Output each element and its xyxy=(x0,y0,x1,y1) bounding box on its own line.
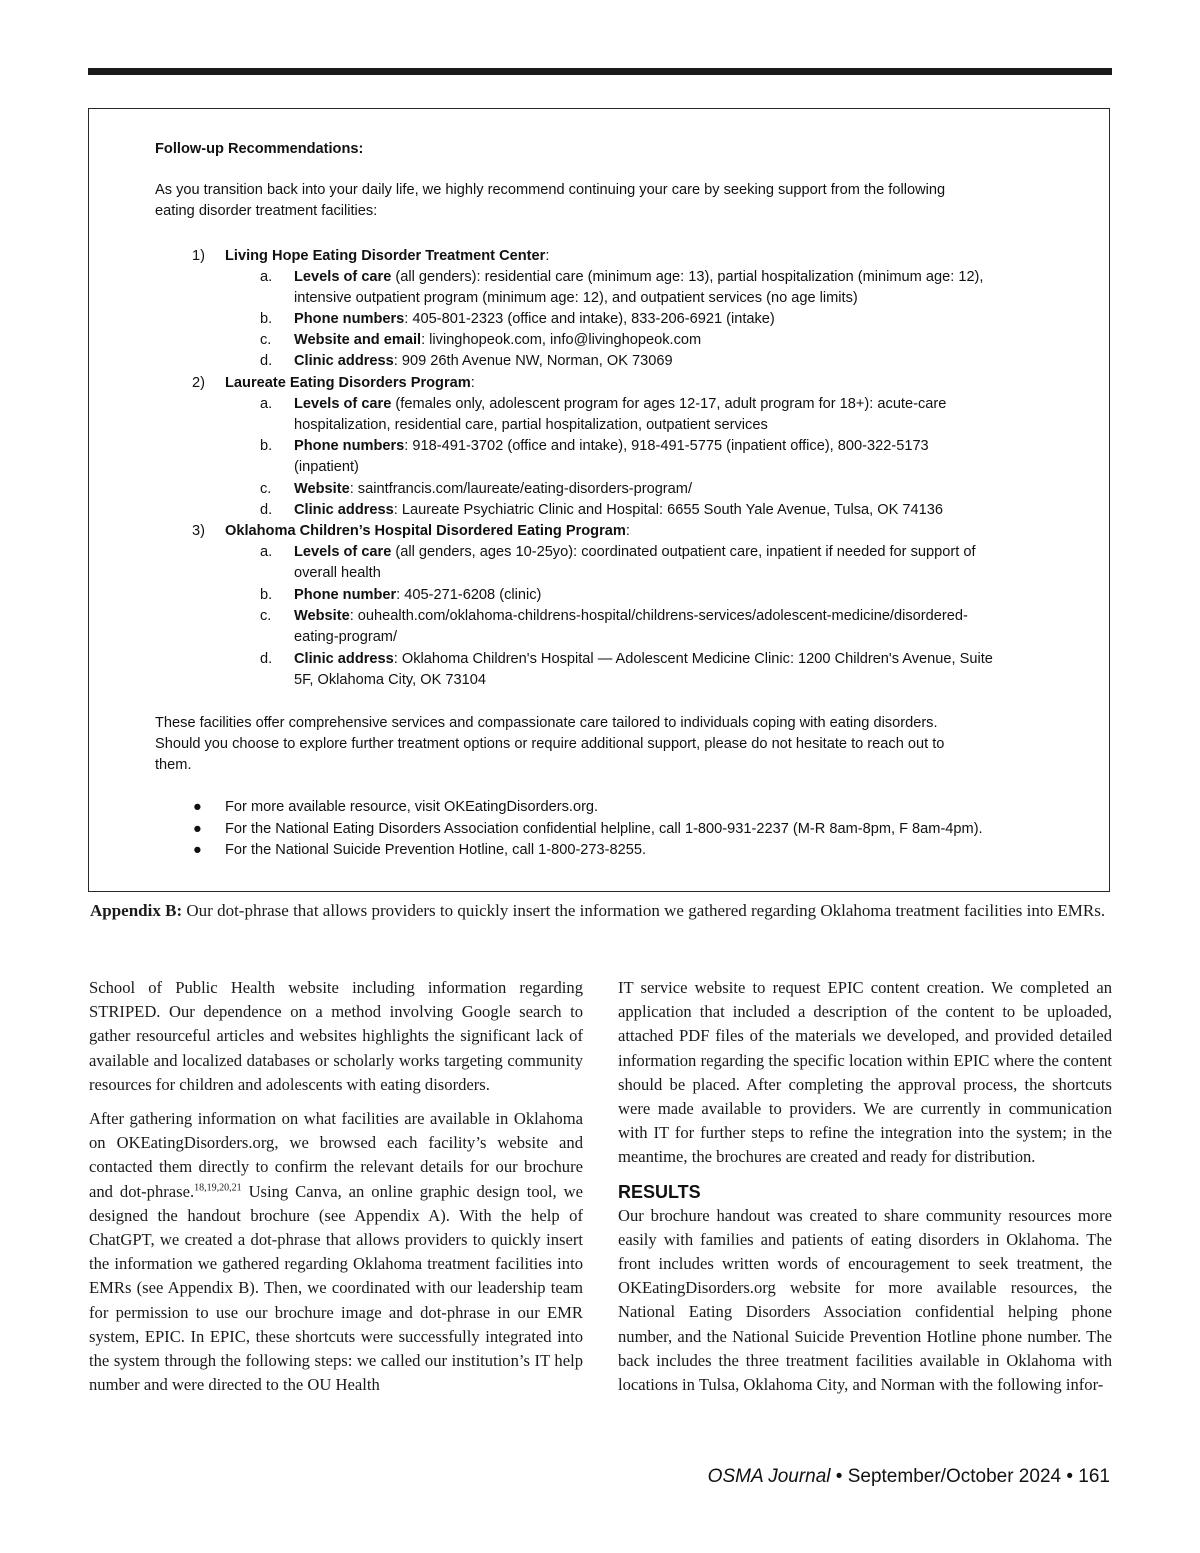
item-line xyxy=(294,479,692,500)
bullet-item: For the National Eating Disorders Association confidential helpline, call 1-800-931-2237 (M-R 8am-8pm, F 8am-4pm). xyxy=(225,821,983,837)
item-label: Phone numbers xyxy=(294,438,405,454)
facility-name: Laureate Eating Disorders Program xyxy=(225,375,471,391)
left-column xyxy=(89,976,583,1407)
item-text: : Oklahoma Children's Hospital — Adolescent Medicine Clinic: 1200 Children's Avenue, Suite xyxy=(393,651,993,667)
bullet-item: For the National Suicide Prevention Hotline, call 1-800-273-8255. xyxy=(225,842,647,858)
item-text: : 405-801-2323 (office and intake), 833-206-6921 (intake) xyxy=(404,311,775,327)
bullet-dot: ● xyxy=(193,842,202,858)
item-line xyxy=(294,606,968,627)
item-line-cont: 5F, Oklahoma City, OK 73104 xyxy=(294,672,486,688)
item-label: Phone numbers xyxy=(294,311,405,327)
item-line xyxy=(294,309,775,330)
item-line-cont: eating-program/ xyxy=(294,629,398,645)
paragraph xyxy=(89,1107,583,1397)
item-line xyxy=(294,500,943,521)
item-letter: c. xyxy=(260,481,272,497)
facility-name-line: Laureate Eating Disorders Program: xyxy=(225,375,475,391)
item-line xyxy=(294,330,701,351)
item-text: : ouhealth.com/oklahoma-childrens-hospital/childrens-services/adolescent-medicine/disordered- xyxy=(349,608,968,624)
item-label: Website xyxy=(294,608,350,624)
paragraph: Our brochure handout was created to share community resources more easily with families and patients of eating disorders in Oklahoma. The front includes written words of encouragement to seek treatment, the OKEatingDisorders.org website for more available resources, the National Eating Disorders Association confidential helping phone number, and the National Suicide Prevention Hotline phone number. The back includes the three treatment facilities available in Oklahoma with locations in Tulsa, Oklahoma City, and Norman with the following infor- xyxy=(618,1205,1112,1395)
item-letter: c. xyxy=(260,332,272,348)
item-line xyxy=(294,436,929,457)
paragraph: School of Public Health website including information regarding STRIPED. Our dependence on a method involving Google search to gather resourceful articles and websites highlights the significant lack of available and localized databases or scholarly works targeting community resources for children and adolescents with eating disorders. xyxy=(89,978,583,1094)
item-letter: a. xyxy=(260,544,273,560)
paragraph-text: Using Canva, an online graphic design tool, we designed the handout brochure (see Appendix A). With the help of ChatGPT, we created a dot-phrase that allows providers to quickly insert the information we gathered regarding Oklahoma treatment facilities into EMRs (see Appendix B). Then, we coordinated with our leadership team for permission to use our brochure image and dot-phrase in our EMR system, EPIC. In EPIC, these shortcuts were successfully integrated into the system through the following steps: we called our institution’s IT help number and were directed to the OU Health xyxy=(89,1181,583,1395)
item-line xyxy=(294,394,946,415)
follow-up-heading: Follow-up Recommendations: xyxy=(155,141,364,157)
top-rule xyxy=(88,68,1112,75)
facility-number: 1) xyxy=(192,248,205,264)
item-label: Clinic address xyxy=(294,353,394,369)
item-line-cont: intensive outpatient program (minimum age: 12), and outpatient services (no age limits) xyxy=(294,290,858,306)
item-line xyxy=(294,351,673,372)
item-letter: b. xyxy=(260,311,273,327)
item-text: : saintfrancis.com/laureate/eating-disorders-program/ xyxy=(349,481,692,497)
issue-date: • September/October 2024 • xyxy=(830,1466,1079,1487)
page-footer xyxy=(708,1466,1110,1488)
facility-name-line: Oklahoma Children’s Hospital Disordered Eating Program: xyxy=(225,523,630,539)
paragraph-text: After gathering information on what facilities are available in Oklahoma on OKEatingDisorders.org, we browsed each facility’s website and contacted them directly to confirm the relevant details for our brochure and dot-phrase. xyxy=(89,1109,583,1201)
bullet-dot: ● xyxy=(193,799,202,815)
item-letter: d. xyxy=(260,353,273,369)
item-line-cont: (inpatient) xyxy=(294,459,359,475)
item-text: : 405-271-6208 (clinic) xyxy=(396,587,542,603)
item-label: Clinic address xyxy=(294,651,394,667)
bullet-item: For more available resource, visit OKEatingDisorders.org. xyxy=(225,799,599,815)
item-label: Levels of care xyxy=(294,544,392,560)
intro-line-2: eating disorder treatment facilities: xyxy=(155,203,378,219)
item-letter: a. xyxy=(260,396,273,412)
journal-name: OSMA Journal xyxy=(707,1466,831,1487)
item-letter: d. xyxy=(260,651,273,667)
item-line xyxy=(294,267,983,288)
item-text: : 918-491-3702 (office and intake), 918-491-5775 (inpatient office), 800-322-5173 xyxy=(404,438,929,454)
item-label: Website and email xyxy=(294,332,422,348)
item-line-cont: overall health xyxy=(294,565,381,581)
facility-name: Oklahoma Children’s Hospital Disordered Eating Program xyxy=(225,523,626,539)
page-number: 161 xyxy=(1078,1466,1110,1487)
paragraph: IT service website to request EPIC content creation. We completed an application that included a description of the content to be uploaded, attached PDF files of the materials we developed, and provided detailed information regarding the specific location within EPIC where the content should be placed. After completing the approval process, the shortcuts were made available to providers. We are currently in communication with IT for further steps to refine the integration into the system; in the meantime, the brochures are created and ready for distribution. xyxy=(618,978,1112,1167)
facility-number: 2) xyxy=(192,375,205,391)
closing-line-2: Should you choose to explore further treatment options or require additional support, please do not hesitate to reach out to xyxy=(155,736,945,752)
item-label: Levels of care xyxy=(294,269,392,285)
intro-line-1: As you transition back into your daily life, we highly recommend continuing your care by seeking support from the following xyxy=(155,182,946,198)
results-heading: RESULTS xyxy=(618,1181,701,1202)
facility-number: 3) xyxy=(192,523,205,539)
item-label: Levels of care xyxy=(294,396,392,412)
closing-line-3: them. xyxy=(155,757,192,773)
item-label: Phone number xyxy=(294,587,397,603)
facility-name-line: Living Hope Eating Disorder Treatment Center: xyxy=(225,248,550,264)
item-letter: a. xyxy=(260,269,273,285)
item-letter: b. xyxy=(260,438,273,454)
figure-caption xyxy=(90,900,1110,922)
item-letter: d. xyxy=(260,502,273,518)
appendix-b-figure xyxy=(88,108,1110,892)
right-column xyxy=(618,976,1112,1407)
item-text: : 909 26th Avenue NW, Norman, OK 73069 xyxy=(393,353,673,369)
item-text: (all genders): residential care (minimum age: 13), partial hospitalization (minimum age: 12), xyxy=(395,269,984,285)
item-letter: b. xyxy=(260,587,273,603)
item-text: : Laureate Psychiatric Clinic and Hospital: 6655 South Yale Avenue, Tulsa, OK 74136 xyxy=(393,502,943,518)
item-line-cont: hospitalization, residential care, partial hospitalization, outpatient services xyxy=(294,417,768,433)
bullet-dot: ● xyxy=(193,821,202,837)
closing-line-1: These facilities offer comprehensive services and compassionate care tailored to individuals coping with eating disorders. xyxy=(155,715,938,731)
item-letter: c. xyxy=(260,608,272,624)
item-label: Website xyxy=(294,481,350,497)
item-line xyxy=(294,585,541,606)
facility-name: Living Hope Eating Disorder Treatment Center xyxy=(225,248,546,264)
caption-text: Our dot-phrase that allows providers to quickly insert the information we gathered regarding Oklahoma treatment facilities into EMRs. xyxy=(186,901,1106,920)
caption-label: Appendix B: xyxy=(90,901,183,920)
item-label: Clinic address xyxy=(294,502,394,518)
item-text: : livinghopeok.com, info@livinghopeok.com xyxy=(421,332,702,348)
item-line xyxy=(294,542,976,563)
item-line xyxy=(294,649,993,670)
item-text: (females only, adolescent program for ages 12-17, adult program for 18+): acute-care xyxy=(395,396,947,412)
citation-superscript: 18,19,20,21 xyxy=(194,1182,242,1194)
item-text: (all genders, ages 10-25yo): coordinated outpatient care, inpatient if needed for support of xyxy=(395,544,976,560)
